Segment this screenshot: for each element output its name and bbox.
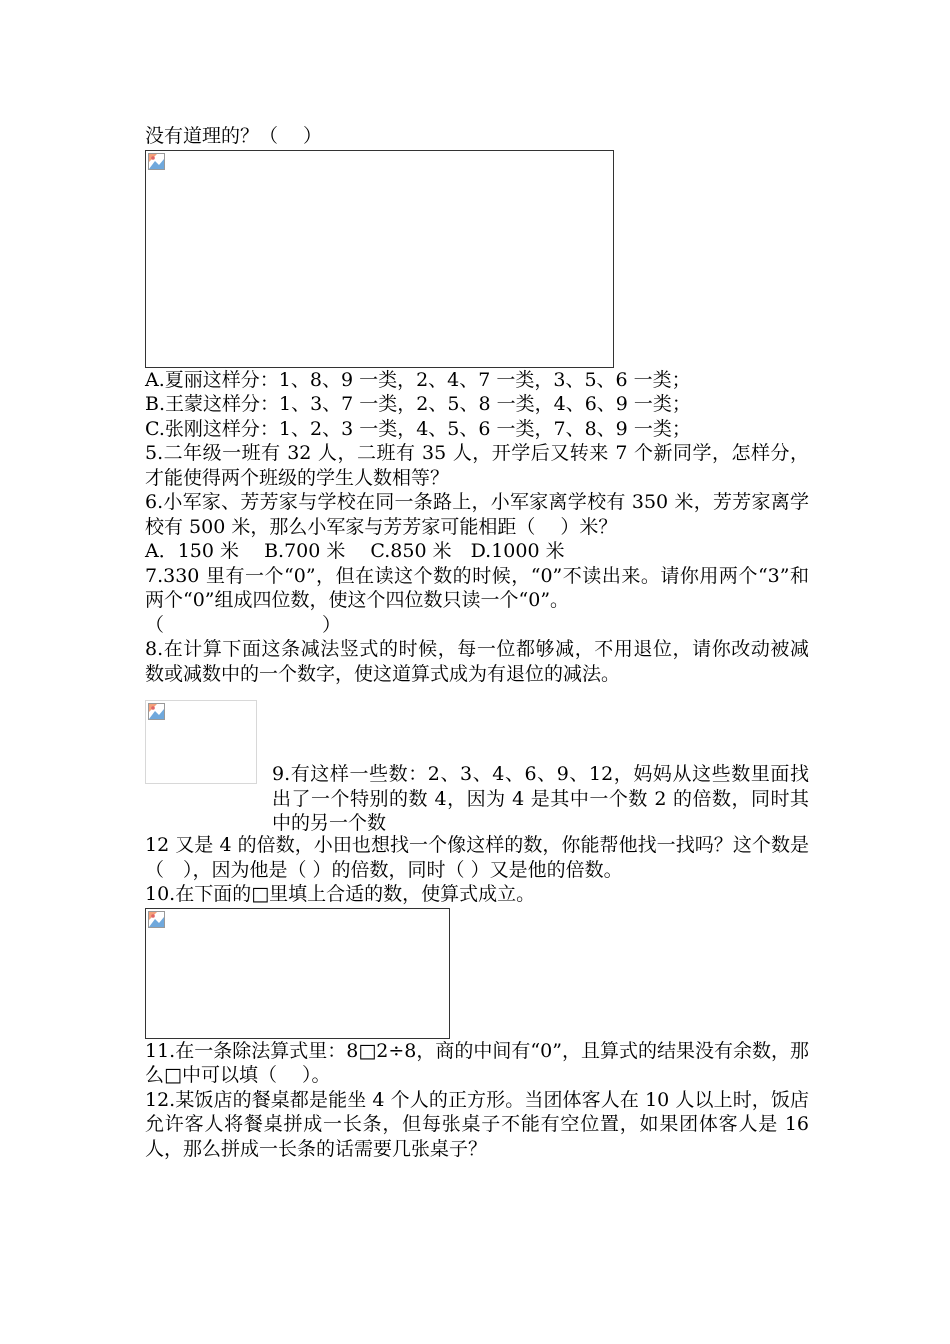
question-7: 7.330 里有一个“0”，但在读这个数的时候，“0”不读出来。请你用两个“3”和两个“0”组成四位数，使这个四位数只读一个“0”。 [145, 564, 809, 611]
question-4-tail: 没有道理的？（ ） [145, 125, 323, 147]
question-9-block [145, 700, 809, 834]
option-a: A.夏丽这样分：1、8、9 一类，2、4、7 一类，3、5、6 一类； [145, 368, 691, 391]
question-4-image [145, 150, 614, 368]
broken-image-icon [148, 911, 165, 928]
question-10-image [145, 908, 450, 1039]
option-b: B.王蒙这样分：1、3、7 一类，2、5、8 一类，4、6、9 一类； [145, 393, 691, 415]
question-9-text-b: 12 又是 4 的倍数，小田也想找一个像这样的数，你能帮他找一找吗？这个数是（ ），因为他是（ ）的倍数，同时（ ）又是他的倍数。 [145, 834, 809, 881]
option-c: C.张刚这样分：1、2、3 一类，4、5、6 一类，7、8、9 一类； [145, 417, 691, 440]
question-7-blank: （ ） [145, 613, 342, 636]
question-11: 11.在一条除法算式里：8□2÷8，商的中间有“0”，且算式的结果没有余数，那么□中可以填（ ）。 [145, 1039, 809, 1086]
question-5: 5.二年级一班有 32 人，二班有 35 人，开学后又转来 7 个新同学，怎样分，才能使得两个班级的学生人数相等？ [145, 442, 809, 489]
broken-image-icon [148, 153, 165, 170]
question-9-text-a: 9.有这样一些数：2、3、4、6、9、12，妈妈从这些数里面找出了一个特别的数 4，因为 4 是其中一个数 2 的倍数，同时其中的另一个数 [272, 763, 809, 834]
question-8: 8.在计算下面这条减法竖式的时候，每一位都够减，不用退位，请你改动被减数或减数中的一个数字，使这道算式成为有退位的减法。 [145, 638, 809, 685]
question-12: 12.某饭店的餐桌都是能坐 4 个人的正方形。当团体客人在 10 人以上时，饭店允许客人将餐桌拼成一长条，但每张桌子不能有空位置，如果团体客人是 16 人，那么拼成一长条的话需要几张桌子？ [145, 1088, 809, 1160]
question-6-options: A．150 米 B.700 米 C.850 米 D.1000 米 [145, 540, 565, 562]
broken-image-icon [148, 703, 165, 720]
question-10: 10.在下面的□里填上合适的数，使算式成立。 [145, 883, 536, 905]
question-8-image [145, 700, 257, 784]
question-6: 6.小军家、芳芳家与学校在同一条路上，小军家离学校有 350 米，芳芳家离学校有 500 米，那么小军家与芳芳家可能相距（ ）米？ [145, 491, 809, 538]
document-page [145, 124, 809, 1161]
